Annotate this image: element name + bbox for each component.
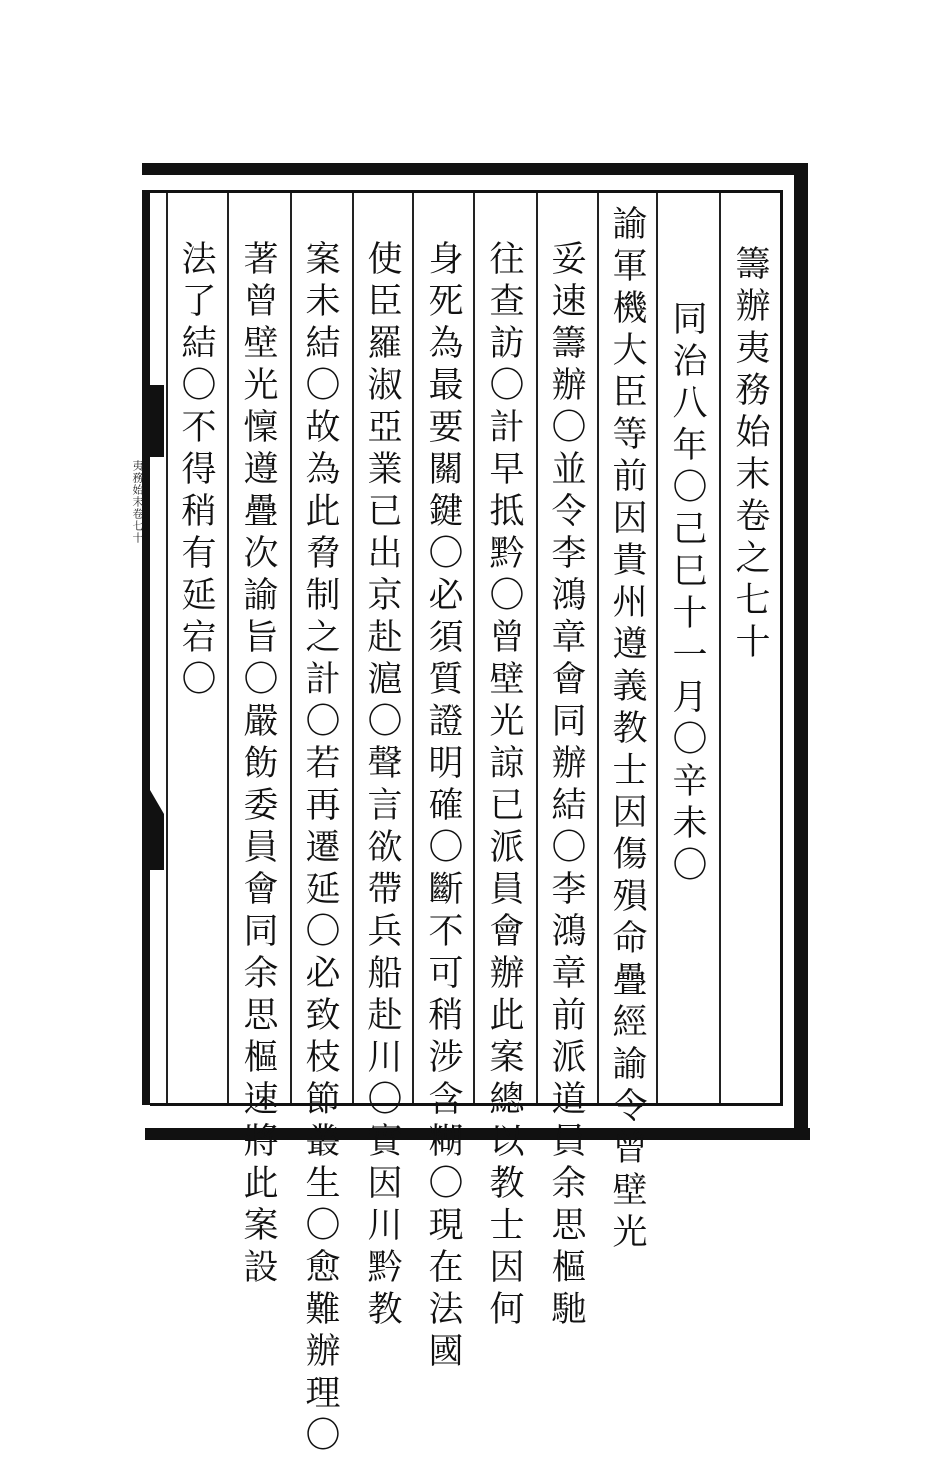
gutter-label: 夷務始末卷七十 (131, 460, 144, 544)
text-column: 法了結〇不得稍有延宕〇 (176, 240, 216, 702)
column-rule (166, 193, 168, 1103)
column-rule (597, 193, 599, 1103)
inner-top-rule (150, 190, 782, 193)
volume-title: 籌辦夷務始末卷之七十 (730, 245, 770, 665)
text-column: 妥速籌辦〇並令李鴻章會同辦結〇李鴻章前派道員余思樞馳 (546, 240, 586, 1332)
text-column: 諭軍機大臣等前因貴州遵義教士因傷殞命疊經諭令曾壁光 (607, 205, 647, 1255)
text-column: 著曾壁光懍遵疊次諭旨〇嚴飭委員會同余思樞速將此案設 (238, 240, 278, 1290)
text-column: 案未結〇故為此脅制之計〇若再遷延〇必致枝節叢生〇愈難辦理〇 (300, 240, 340, 1458)
fish-tail-upper-mark (150, 385, 164, 457)
text-column: 往查訪〇計早抵黔〇曾壁光諒已派員會辦此案總以教士因何 (484, 240, 524, 1332)
column-rule (412, 193, 414, 1103)
date-line: 同治八年〇己巳十一月〇辛未〇 (667, 300, 707, 888)
column-rule (290, 193, 292, 1103)
frame-right-border (794, 163, 808, 1138)
frame-left-border (142, 190, 150, 1105)
column-rule (352, 193, 354, 1103)
frame-top-border (142, 163, 808, 175)
column-rule (719, 193, 721, 1103)
inner-right-rule (780, 190, 783, 1106)
column-rule (473, 193, 475, 1103)
text-column: 身死為最要關鍵〇必須質證明確〇斷不可稍涉含糊〇現在法國 (423, 240, 463, 1374)
text-column: 使臣羅淑亞業已出京赴滬〇聲言欲帶兵船赴川〇實因川黔教 (362, 240, 402, 1332)
column-rule (536, 193, 538, 1103)
column-rule (656, 193, 658, 1103)
column-rule (227, 193, 229, 1103)
